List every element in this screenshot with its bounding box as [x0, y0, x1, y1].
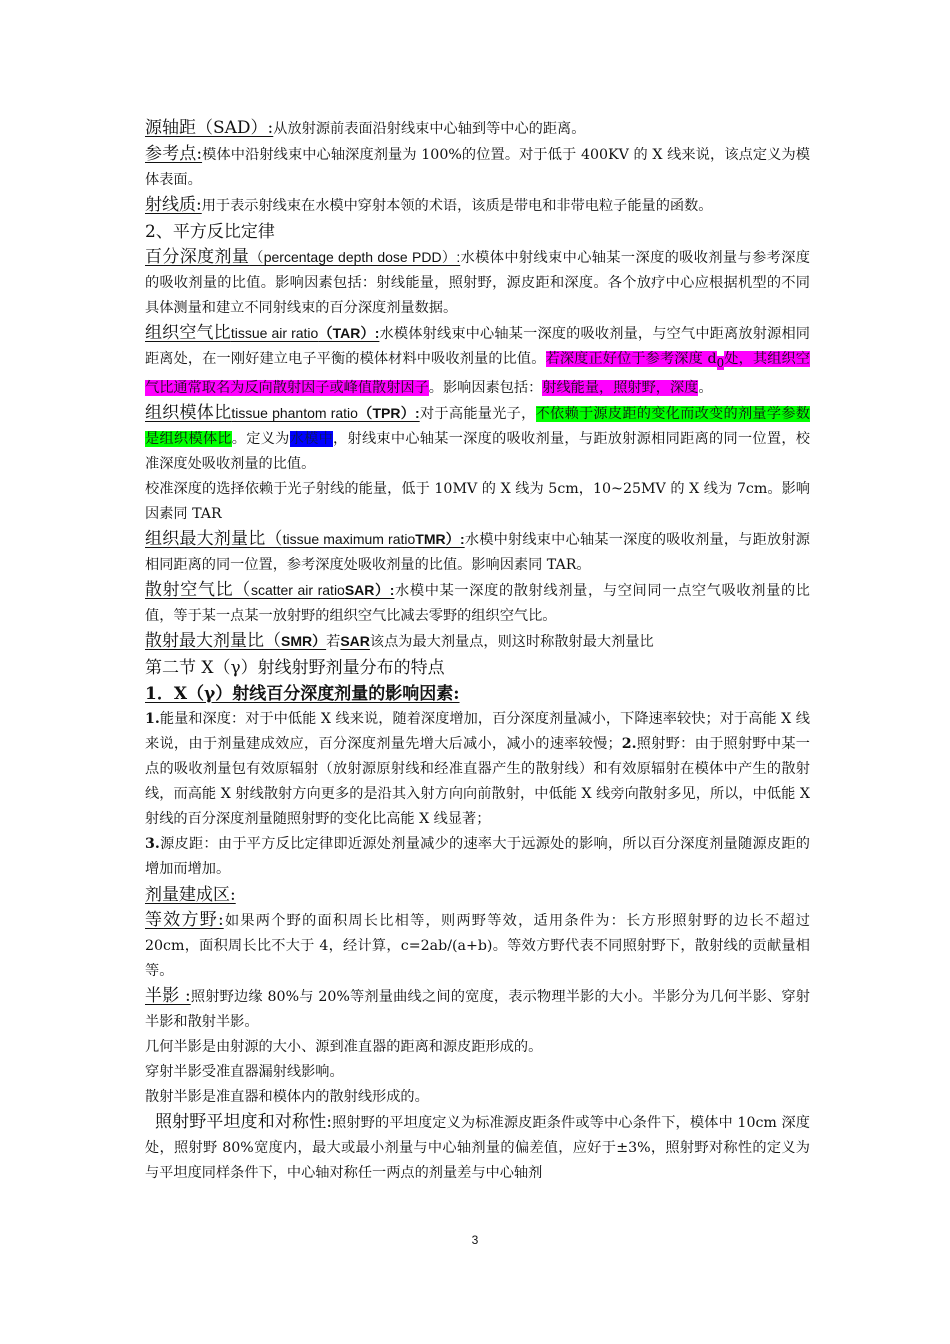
- factor-2-text: 照射野：由于照射野中某一点的吸收剂量包有效原辐射（放射源原射线和经准直器产生的散射线）和有效原辐射在模体中产生的散射线，而高能 X 射线散射方向更多的是沿其入射方向向前散射，中低能 X 线旁向散射多见，所以，中低能 X 射线的百分深度剂量随照射野的变化比高能 X 线显著；: [145, 735, 810, 827]
- section-heading: 第二节 X（γ）射线射野剂量分布的特点: [145, 657, 445, 678]
- tpr-text-2: 。定义为: [231, 430, 290, 447]
- tmr-en: tissue maximum ratio: [282, 530, 416, 547]
- tar-text: 水模体射线束中心轴某一深度的吸收剂量，与空气中距离放射源相同距离处，在一刚好建立电子平衡的模体材料中吸收剂量的比值。: [145, 326, 810, 367]
- penumbra-term: 半影 :: [145, 985, 191, 1006]
- scat-penumbra: 散射半影是准直器和模体内的散射线形成的。: [145, 1088, 429, 1105]
- flatness-paragraph: [145, 1110, 810, 1186]
- sad-paragraph: [145, 116, 810, 142]
- factor-1-paragraph: [145, 707, 810, 832]
- page-number: 3: [471, 1233, 479, 1247]
- geo-penumbra: 几何半影是由射源的大小、源到准直器的距离和源皮距形成的。: [145, 1038, 543, 1055]
- sar-text: 水模中某一深度的散射线剂量，与空间同一点空气吸收剂量的比值，等于某一点某一放射野的组织空气比减去零野的组织空气比。: [145, 582, 810, 624]
- tpr-text-1: 对于高能量光子，: [419, 405, 536, 422]
- equiv-paragraph: [145, 908, 810, 984]
- tar-paragraph: [145, 321, 810, 401]
- smr-paragraph: [145, 629, 810, 655]
- tpr-highlight-1: 不依赖于源皮距的变化而改变的剂量学参数是组织模体比: [145, 405, 810, 447]
- tpr-highlight-2: 水模中: [289, 430, 334, 447]
- sad-term: 源轴距（SAD）:: [145, 118, 274, 138]
- tar-highlight-2: 射线能量，照射野，深度: [542, 379, 699, 396]
- tar-highlight-1b: 处，其组织空气比通常取名为反向散射因子或峰值散射因子: [145, 351, 810, 396]
- tmr-paragraph: [145, 527, 810, 578]
- tar-mid: 。影响因素包括：: [428, 379, 543, 396]
- tpr-term: 组织模体比: [145, 402, 232, 423]
- heading-inverse-square: 2、平方反比定律: [145, 222, 275, 242]
- calibration-paragraph: 校准深度的选择依赖于光子射线的能量，低于 10MV 的 X 线为 5cm，10~25MV 的 X 线为 7cm。影响因素同 TAR: [145, 480, 810, 522]
- ref-point-text: 模体中沿射线束中心轴深度剂量为 100%的位置。对于低于 400KV 的 X 线来说，该点定义为模体表面。: [145, 147, 810, 188]
- smr-t1: 若: [326, 633, 341, 650]
- equiv-text: 如果两个野的面积周长比相等，则两野等效，适用条件为：长方形照射野的边长不超过 20cm，面积周长比不大于 4，经计算，c=2ab/(a+b)。等效方野代表不同照射野下，散射线的贡献量相等。: [145, 912, 810, 979]
- factor-3-paragraph: [145, 832, 810, 882]
- tar-en: tissue air ratio: [230, 325, 319, 341]
- ray-quality-text: 用于表示射线束在水模中穿射本领的术语，该质是带电和非带电粒子能量的函数。: [201, 198, 713, 214]
- equiv-term: 等效方野:: [145, 909, 224, 930]
- factor-1-text: 能量和深度：对于中低能 X 线来说，随着深度增加，百分深度剂量减小，下降速率较快；对于高能 X 线来说，由于剂量建成效应，百分深度剂量先增大后减小，减小的速率较慢；: [145, 710, 810, 752]
- smr-abbr2: SAR: [340, 632, 370, 649]
- trans-penumbra: 穿射半影受准直器漏射线影响。: [145, 1063, 344, 1080]
- sar-paragraph: [145, 578, 810, 629]
- sar-abbr: SAR）:: [344, 581, 395, 598]
- heading-pdd-factors-text: 1．X（γ）射线百分深度剂量的影响因素:: [145, 683, 460, 704]
- tpr-paragraph: [145, 401, 810, 477]
- pdd-term: 百分深度剂量: [145, 247, 250, 267]
- page-content: [145, 116, 810, 1186]
- tmr-text: 水模中射线束中心轴某一深度的吸收剂量，与距放射源相同距离的同一位置，参考深度处吸收剂量的比值。影响因素同 TAR。: [145, 531, 810, 573]
- pdd-text: 水模体中射线束中心轴某一深度的吸收剂量与参考深度的吸收剂量的比值。影响因素包括：射线能量，照射野，源皮距和深度。各个放疗中心应根据机型的不同具体测量和建立不同射线束的百分深度剂量数据。: [145, 250, 810, 316]
- factor-2-num: 2.: [621, 735, 637, 752]
- tpr-abbr: （TPR）:: [357, 404, 420, 421]
- factor-3-text: 源皮距：由于平方反比定律即近源处剂量减少的速率大于远源处的影响，所以百分深度剂量随源皮距的增加而增加。: [145, 835, 810, 877]
- tar-highlight-1: 若深度正好位于参考深度 d: [545, 351, 717, 367]
- smr-t2: 该点为最大剂量点，则这时称散射最大剂量比: [369, 633, 654, 650]
- pdd-en: （percentage depth dose PDD）:: [249, 249, 461, 265]
- buildup-term: 剂量建成区:: [145, 884, 236, 905]
- sad-text: 从放射源前表面沿射线束中心轴到等中心的距离。: [273, 121, 586, 137]
- ref-point-paragraph: [145, 142, 810, 193]
- factor-3-num: 3.: [145, 835, 160, 852]
- tar-abbr: （TAR）:: [318, 325, 380, 341]
- tmr-term: 组织最大剂量比（: [145, 528, 283, 549]
- tmr-abbr: TMR）:: [415, 530, 465, 547]
- tar-end: 。: [698, 379, 713, 396]
- factor-1-num: 1.: [145, 710, 160, 727]
- tar-subscript: 0: [716, 355, 725, 370]
- sar-term: 散射空气比（: [145, 579, 251, 600]
- heading-pdd-factors: [145, 681, 810, 707]
- smr-term: 散射最大剂量比（: [145, 630, 281, 651]
- ray-quality-paragraph: [145, 193, 810, 219]
- pdd-paragraph: [145, 245, 810, 321]
- buildup-heading: [145, 882, 810, 908]
- penumbra-paragraph: [145, 984, 810, 1035]
- penumbra-text: 照射野边缘 80%与 20%等剂量曲线之间的宽度，表示物理半影的大小。半影分为几何半影、穿射半影和散射半影。: [145, 988, 810, 1030]
- ref-point-term: 参考点:: [145, 144, 203, 164]
- ray-quality-term: 射线质:: [145, 195, 202, 215]
- flatness-term: 照射野平坦度和对称性:: [155, 1111, 332, 1132]
- tar-term: 组织空气比: [145, 323, 231, 343]
- sar-en: scatter air ratio: [250, 581, 345, 598]
- tpr-text-3: ，射线束中心轴某一深度的吸收剂量，与距放射源相同距离的同一位置，校准深度处吸收剂量的比值。: [145, 430, 810, 472]
- tpr-en: tissue phantom ratio: [231, 404, 358, 421]
- smr-abbr: SMR）: [281, 632, 327, 649]
- flatness-text: 照射野的平坦度定义为标准源皮距条件或等中心条件下，模体中 10cm 深度处，照射野 80%宽度内，最大或最小剂量与中心轴剂量的偏差值，应好于±3%，照射野对称性的定义为与平坦度同样条件下，中心轴对称任一两点的剂量差与中心轴剂: [145, 1114, 810, 1181]
